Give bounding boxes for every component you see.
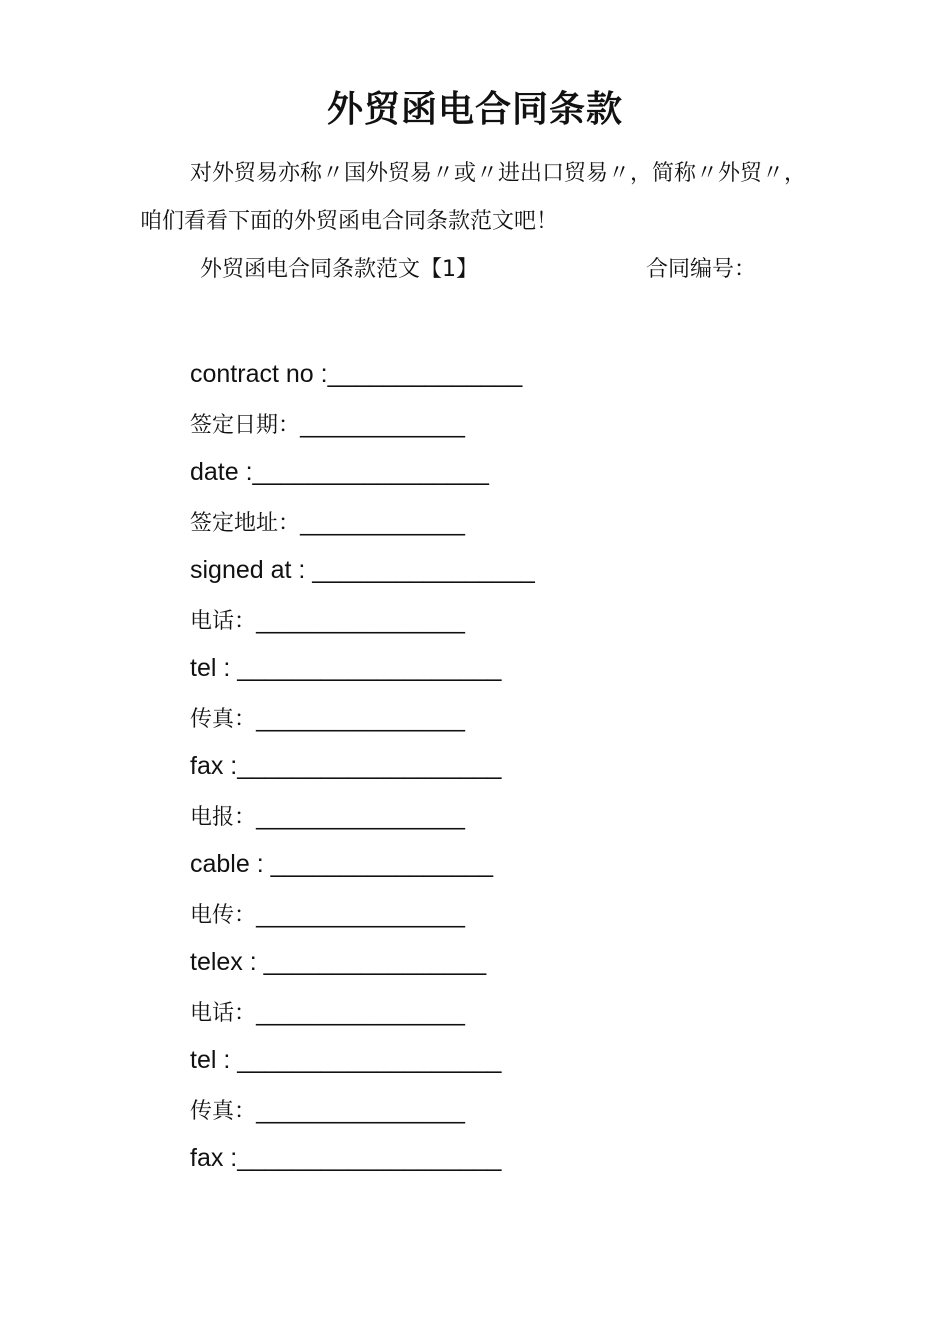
fax-field-2: fax :___________________ xyxy=(190,1144,502,1172)
contract-no-field: contract no :______________ xyxy=(190,360,523,388)
cable-field: cable : ________________ xyxy=(190,850,494,878)
fax-cn-field: 传真：___________________ xyxy=(190,707,466,732)
phone-cn-field: 电话：___________________ xyxy=(190,609,466,634)
page-title: 外贸函电合同条款 xyxy=(326,88,623,130)
tel-field: tel : ___________________ xyxy=(190,654,502,682)
sign-place-cn-field: 签定地址：_______________ xyxy=(190,511,466,536)
phone-cn-field-2: 电话：___________________ xyxy=(190,1001,466,1026)
telex-field: telex : ________________ xyxy=(190,948,487,976)
tel-field-2: tel : ___________________ xyxy=(190,1046,502,1074)
telex-cn-field: 电传：___________________ xyxy=(190,903,466,928)
telegram-cn-field: 电报：___________________ xyxy=(190,805,466,830)
signed-at-field: signed at : ________________ xyxy=(190,556,535,584)
contract-number-label: 合同编号： xyxy=(646,257,757,282)
section-heading: 外贸函电合同条款范文【1】 xyxy=(200,257,478,282)
fax-cn-field-2: 传真：___________________ xyxy=(190,1099,466,1124)
fax-field: fax :___________________ xyxy=(190,752,502,780)
sign-date-cn-field: 签定日期：_______________ xyxy=(190,413,466,438)
date-field: date :_________________ xyxy=(190,458,489,486)
intro-paragraph: 对外贸易亦称〃国外贸易〃或〃进出口贸易〃，简称〃外贸〃，咱们看看下面的外贸函电合同条款范文吧！ xyxy=(140,161,807,234)
